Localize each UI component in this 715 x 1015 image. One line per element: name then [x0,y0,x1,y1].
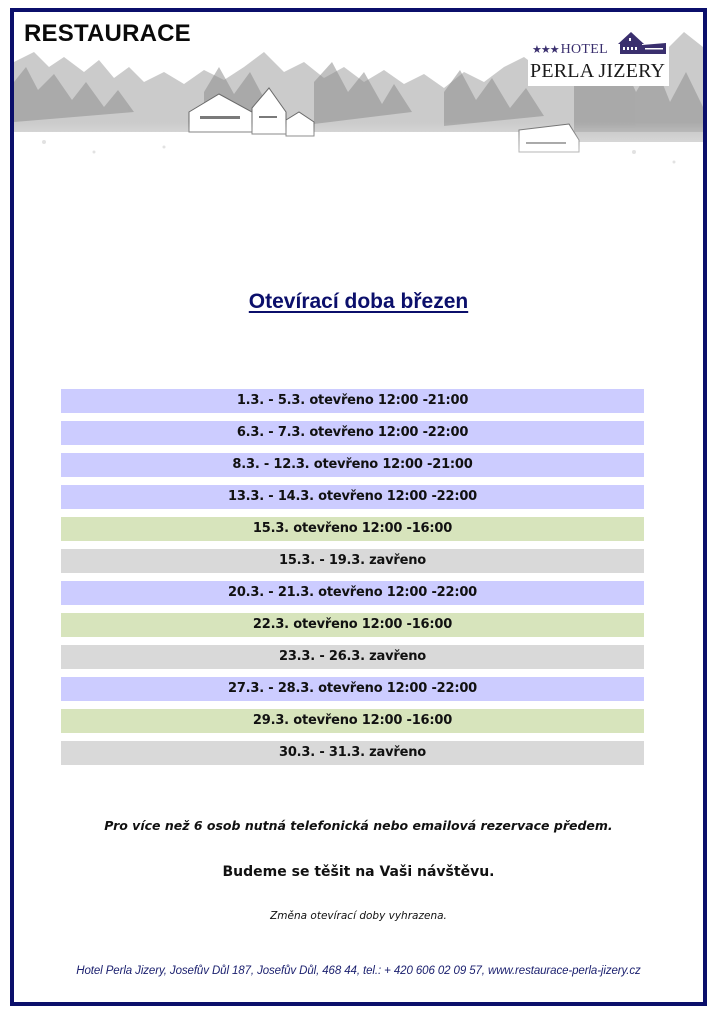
page-heading-text: Otevírací doba březen [248,290,469,313]
schedule-row-open: 1.3. - 5.3. otevřeno 12:00 -21:00 [61,389,644,413]
page-heading [14,286,703,314]
logo-hotel-text: HOTEL [560,42,608,57]
hotel-house-icon [616,30,668,56]
schedule-row-open: 6.3. - 7.3. otevřeno 12:00 -22:00 [61,421,644,445]
reservation-note: Pro více než 6 osob nutná telefonická nebo emailová rezervace předem. [104,818,613,833]
hotel-logo[interactable] [528,29,669,86]
stars-icon: ★★★ [532,44,559,56]
opening-hours-list [61,389,644,773]
logo-top-line [532,42,608,58]
page-frame [10,8,707,1006]
schedule-row-closed: 23.3. - 26.3. zavřeno [61,645,644,669]
schedule-row-open: 20.3. - 21.3. otevřeno 12:00 -22:00 [61,581,644,605]
welcome-note: Budeme se těšit na Vaši návštěvu. [222,864,495,880]
schedule-row-open: 13.3. - 14.3. otevřeno 12:00 -22:00 [61,485,644,509]
schedule-row-open: 8.3. - 12.3. otevřeno 12:00 -21:00 [61,453,644,477]
schedule-row-open: 27.3. - 28.3. otevřeno 12:00 -22:00 [61,677,644,701]
section-title: RESTAURACE [24,20,191,47]
schedule-row-short-hours: 22.3. otevřeno 12:00 -16:00 [61,613,644,637]
schedule-row-closed: 30.3. - 31.3. zavřeno [61,741,644,765]
logo-hotel-name: PERLA JIZERY [530,60,666,82]
change-disclaimer: Změna otevírací doby vyhrazena. [270,910,447,922]
schedule-row-closed: 15.3. - 19.3. zavřeno [61,549,644,573]
header-banner [14,12,703,180]
footer-contact: Hotel Perla Jizery, Josefův Důl 187, Josefův Důl, 468 44, tel.: + 420 606 02 09 57, www.restaurace-perla-jizery.cz [76,965,641,977]
schedule-row-short-hours: 29.3. otevřeno 12:00 -16:00 [61,709,644,733]
schedule-row-short-hours: 15.3. otevřeno 12:00 -16:00 [61,517,644,541]
